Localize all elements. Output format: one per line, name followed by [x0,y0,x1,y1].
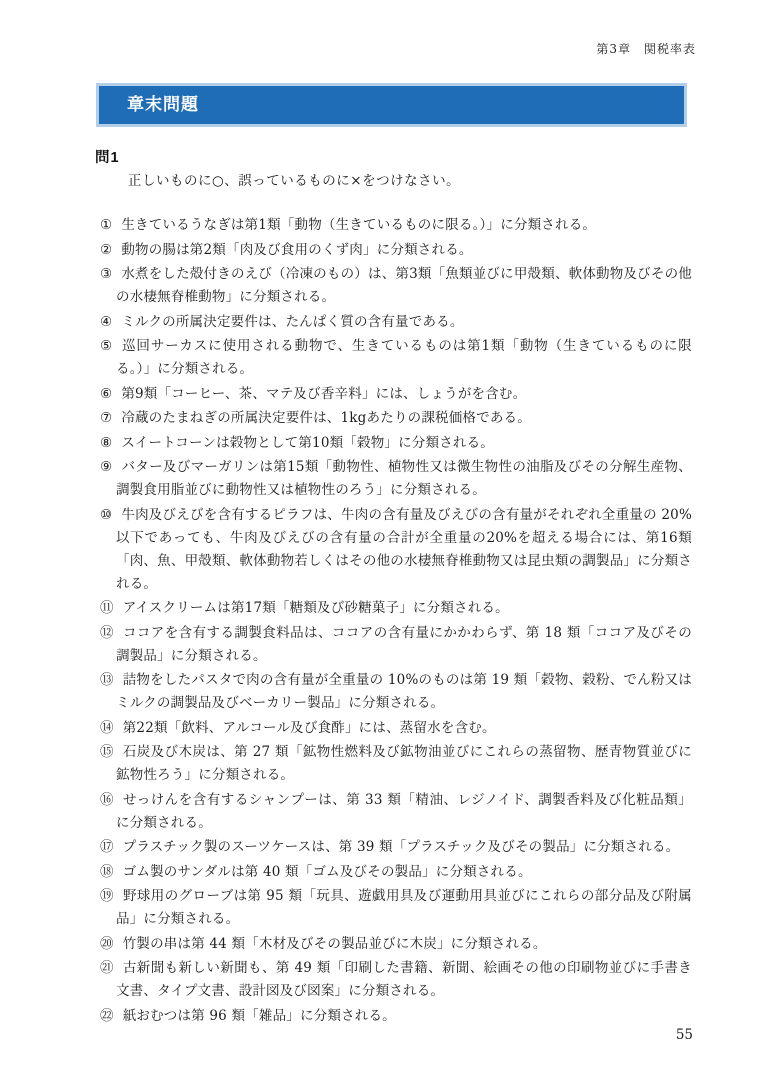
item-text: アイスクリームは第17類「糖類及び砂糖菓子」に分類される。 [122,600,509,616]
item-number: ⑪ [100,600,114,616]
list-item [100,933,692,956]
item-number: ㉑ [100,960,114,976]
item-number: ⑯ [100,791,115,808]
item-text: 第9類「コーヒー、茶、マテ及び香辛料」には、しょうがを含む。 [121,385,527,402]
item-text: 巡回サーカスに使用される動物で、生きているものは第1類「動物（生きているものに限る。）」に分類される。 [116,338,692,377]
item-number: ⑭ [100,719,114,736]
item-number: ⑰ [100,839,114,855]
list-item [100,861,692,884]
list-item [100,622,692,668]
question-item-list [100,214,692,1029]
list-item [100,885,692,931]
list-item [100,597,692,620]
item-text: 牛肉及びえびを含有するピラフは、牛肉の含有量及びえびの含有量がそれぞれ全重量の 20%以下であっても、牛肉及びえびの含有量の合計が全重量の20%を超える場合には、第16類「肉、魚、甲殻類、軟体動物若しくはその他の水棲無脊椎動物又は昆虫類の調製品」に分類される。 [116,506,692,592]
item-number: ㉒ [100,1007,114,1024]
item-text: バター及びマーガリンは第15類「動物性、植物性又は微生物性の油脂及びその分解生産物、調製食用脂並びに動物性又は植物性のろう」に分類される。 [116,459,692,498]
item-number: ③ [100,266,113,282]
item-text: 古新聞も新しい新聞も、第 49 類「印刷した書籍、新聞、絵画その他の印刷物並びに手書き文書、タイプ文書、設計図及び図案」に分類される。 [116,960,692,999]
item-text: 第22類「飲料、アルコール及び食酢」には、蒸留水を含む。 [122,719,496,736]
item-number: ① [100,217,113,233]
list-item [100,504,692,596]
item-text: ココアを含有する調製食料品は、ココアの含有量にかかわらず、第 18 類「ココア及びその調製品」に分類される。 [116,624,693,664]
list-item [100,741,692,787]
item-text: 冷蔵のたまねぎの所属決定要件は、1kgあたりの課税価格である。 [121,410,531,426]
list-item [100,383,692,406]
item-text: 竹製の串は第 44 類「木材及びその製品並びに木炭」に分類される。 [122,935,547,952]
item-text: 水煮をした殻付きのえび（冷凍のもの）は、第3類「魚類並びに甲殻類、軟体動物及びその他の水棲無脊椎動物」に分類される。 [116,266,692,305]
list-item [100,669,692,715]
item-number: ⑧ [100,434,113,451]
list-item [100,214,692,237]
list-item [100,263,692,309]
list-item [100,836,692,859]
question-instruction: 正しいものに○、誤っているものに×をつけなさい。 [128,173,461,189]
section-banner [96,83,687,127]
section-banner-title: 章末問題 [127,95,199,114]
item-text: プラスチック製のスーツケースは、第 39 類「プラスチック及びその製品」に分類される。 [122,839,680,855]
item-text: ゴム製のサンダルは第 40 類「ゴム及びその製品」に分類される。 [122,863,532,880]
item-text: 野球用のグローブは第 95 類「玩具、遊戯用具及び運動用具並びにこれらの部分品及び附属品」に分類される。 [116,888,693,927]
item-number: ⑱ [100,863,114,880]
page-number: 55 [675,1027,693,1043]
item-number: ④ [100,313,113,330]
item-number: ⑬ [100,672,114,688]
list-item [100,311,692,334]
list-item [100,789,692,835]
list-item [100,432,692,455]
list-item [100,335,692,381]
item-text: 詰物をしたパスタで肉の含有量が全重量の 10%のものは第 19 類「穀物、穀粉、でん粉又はミルクの調製品及びベーカリー製品」に分類される。 [116,672,692,711]
item-text: 動物の腸は第2類「肉及び食用のくず肉」に分類される。 [121,241,473,258]
item-text: スイートコーンは穀物として第10類「穀物」に分類される。 [121,434,495,451]
item-number: ⑮ [100,744,114,760]
item-text: 石炭及び木炭は、第 27 類「鉱物性燃料及び鉱物油並びにこれらの蒸留物、歴青物質並びに鉱物性ろう」に分類される。 [116,744,692,783]
item-number: ⑳ [100,935,114,952]
item-number: ⑤ [100,338,114,354]
item-text: 生きているうなぎは第1類「動物（生きているものに限る。）」に分類される。 [121,217,597,233]
list-item [100,239,692,262]
list-item [100,957,692,1003]
question-label: 問1 [95,150,120,166]
item-number: ⑲ [100,888,114,904]
list-item [100,407,692,430]
chapter-header: 第3章 関税率表 [596,42,696,56]
list-item [100,1005,692,1028]
item-number: ⑥ [100,385,113,402]
item-text: せっけんを含有するシャンプーは、第 33 類「精油、レジノイド、調製香料及び化粧品類」に分類される。 [116,791,693,831]
list-item [100,717,692,740]
item-number: ② [100,241,113,258]
item-number: ⑩ [100,506,113,523]
item-number: ⑦ [100,410,113,426]
item-number: ⑨ [100,459,113,475]
list-item [100,456,692,502]
item-text: 紙おむつは第 96 類「雑品」に分類される。 [122,1007,396,1024]
item-text: ミルクの所属決定要件は、たんぱく質の含有量である。 [121,313,464,330]
item-number: ⑫ [100,624,114,641]
